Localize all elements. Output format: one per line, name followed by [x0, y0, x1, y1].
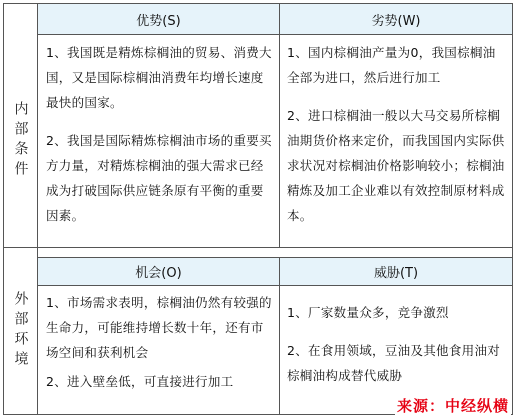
- opportunity-item: 1、市场需求表明，棕榈油仍然有较强的生命力，可能维持增长数十年，还有市场空间和获利机会: [46, 295, 272, 360]
- strength-item: 1、我国既是精炼棕榈油的贸易、消费大国，又是国际棕榈油消费年均增长速度最快的国家。: [46, 45, 272, 110]
- opportunities-cell: [46, 290, 274, 412]
- grid-line: [37, 34, 512, 35]
- strength-item: 2、我国是国际精炼棕榈油市场的重要买方力量，对精炼棕榈油的强大需求已经成为打破国际供应链条原有平衡的重要因素。: [46, 133, 272, 223]
- threat-item: 2、在食用领域，豆油及其他食用油对棕榈油构成替代威胁: [287, 343, 501, 383]
- grid-line: [279, 4, 280, 247]
- weakness-item: 2、进口棕榈油一般以大马交易所棕榈油期货价格来定价，而我国国内实际供求状况对棕榈油价格影响较小；棕榈油精炼及加工企业难以有效控制原材料成本。: [287, 108, 505, 223]
- threat-item: 1、厂家数量众多，竞争激烈: [287, 305, 449, 320]
- strengths-cell: [46, 40, 274, 245]
- source-label: 来源：中经纵横: [396, 397, 509, 415]
- weakness-item: 1、国内棕榈油产量为0，我国棕榈油全部为进口，然后进行加工: [287, 45, 496, 85]
- weakness-header-label: 劣势(W): [371, 13, 421, 29]
- weakness-header: [280, 4, 512, 34]
- opportunity-header-label: 机会(O): [135, 266, 182, 281]
- grid-line: [37, 4, 38, 414]
- opportunity-item: 2、进入壁垒低，可直接进行加工: [46, 374, 234, 389]
- opportunity-header: [38, 258, 279, 285]
- grid-line: [4, 247, 512, 248]
- strength-header-label: 优势(S): [136, 13, 181, 29]
- grid-line: [37, 285, 512, 286]
- threat-header-label: 威胁(T): [373, 266, 419, 281]
- external-environment-label: [4, 248, 37, 414]
- internal-conditions-label: [4, 34, 37, 247]
- swot-table: [3, 3, 513, 415]
- weaknesses-cell: [287, 40, 507, 245]
- external-environment-text: 外部环境: [12, 291, 29, 371]
- internal-conditions-text: 内部条件: [12, 100, 29, 181]
- strength-header: [38, 4, 279, 34]
- threat-header: [280, 258, 512, 285]
